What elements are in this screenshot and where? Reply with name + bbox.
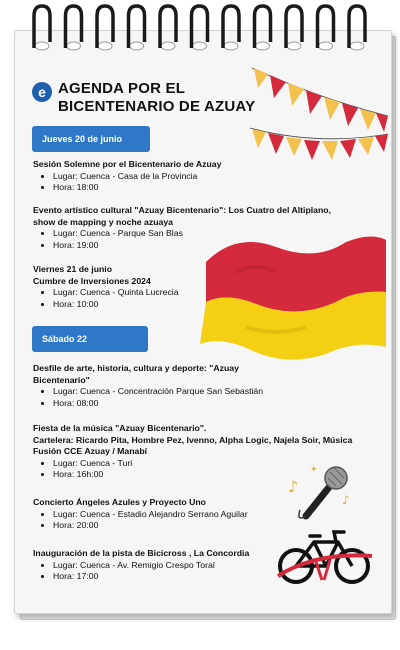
binding-hole (224, 42, 238, 50)
date-tab-jueves: Jueves 20 de junio (32, 126, 150, 152)
spiral-binding-icon (28, 4, 378, 54)
azuay-flag-icon (196, 232, 386, 362)
event-place: • Lugar: Cuenca - Concentración Parque San Sebastián (53, 386, 348, 398)
event-title: Concierto Ángeles Azules y Proyecto Uno (33, 497, 206, 507)
bicycle-icon (276, 522, 374, 590)
logo-icon: e (32, 82, 52, 102)
binding-hole (287, 42, 301, 50)
event-title: Cumbre de Inversiones 2024 (33, 275, 151, 286)
event-time: • Hora: 16h:00 (53, 469, 373, 481)
binding-hole (98, 42, 112, 50)
binding-hole (319, 42, 333, 50)
binding-hole (193, 42, 207, 50)
svg-text:♪: ♪ (288, 477, 299, 496)
title-line-2: BICENTENARIO DE AZUAY (58, 98, 256, 115)
event-title: Sesión Solemne por el Bicentenario de Azuay (33, 159, 222, 169)
event-item (33, 264, 203, 310)
event-item (33, 205, 348, 251)
event-title: Desfile de arte, historia, cultura y deporte: "Azuay Bicentenario" (33, 363, 239, 385)
binding-hole (130, 42, 144, 50)
event-lineup: Cartelera: Ricardo Pita, Hombre Pez, Ivenno, Alpha Logic, Najela Soir, Música Fusión CCE Azuay / Manabí (33, 434, 353, 456)
event-place: • Lugar: Cuenca - Parque San Blas (53, 228, 348, 240)
event-time: • Hora: 08:00 (53, 398, 348, 410)
event-place: • Lugar: Cuenca - Av. Remigio Crespo Toral (53, 560, 348, 572)
event-place: • Lugar: Cuenca - Casa de la Provincia (53, 171, 348, 183)
binding-hole (350, 42, 364, 50)
svg-text:♪: ♪ (342, 493, 350, 507)
binding-hole (67, 42, 81, 50)
date-tab-sabado: Sábado 22 (32, 326, 148, 352)
microphone-icon (286, 462, 356, 524)
title-line-1: AGENDA POR EL (58, 80, 186, 97)
event-title: Fiesta de la música "Azuay Bicentenario". (33, 423, 207, 433)
event-place: • Lugar: Cuenca - Turi (53, 458, 373, 470)
event-item (33, 159, 348, 194)
event-time: • Hora: 20:00 (53, 520, 348, 532)
event-item (33, 363, 348, 409)
event-place: • Lugar: Cuenca - Quinta Lucrecia (53, 287, 203, 299)
event-place: • Lugar: Cuenca - Estadio Alejandro Serrano Aguilar (53, 509, 348, 521)
event-date-heading: Viernes 21 de junio (33, 264, 113, 274)
page-title (58, 80, 288, 116)
event-time: • Hora: 18:00 (53, 182, 348, 194)
binding-hole (35, 42, 49, 50)
event-title: Evento artístico cultural "Azuay Bicentenario": Los Cuatro del Altiplano, show de mapping y noche azuaya (33, 205, 332, 227)
event-time: • Hora: 17:00 (53, 571, 348, 583)
event-title: Inauguración de la pista de Bicicross , La Concordia (33, 548, 250, 558)
binding-hole (256, 42, 270, 50)
svg-text:✦: ✦ (310, 465, 318, 475)
event-time: • Hora: 19:00 (53, 240, 348, 252)
event-time: • Hora: 10:00 (53, 299, 203, 311)
binding-hole (161, 42, 175, 50)
